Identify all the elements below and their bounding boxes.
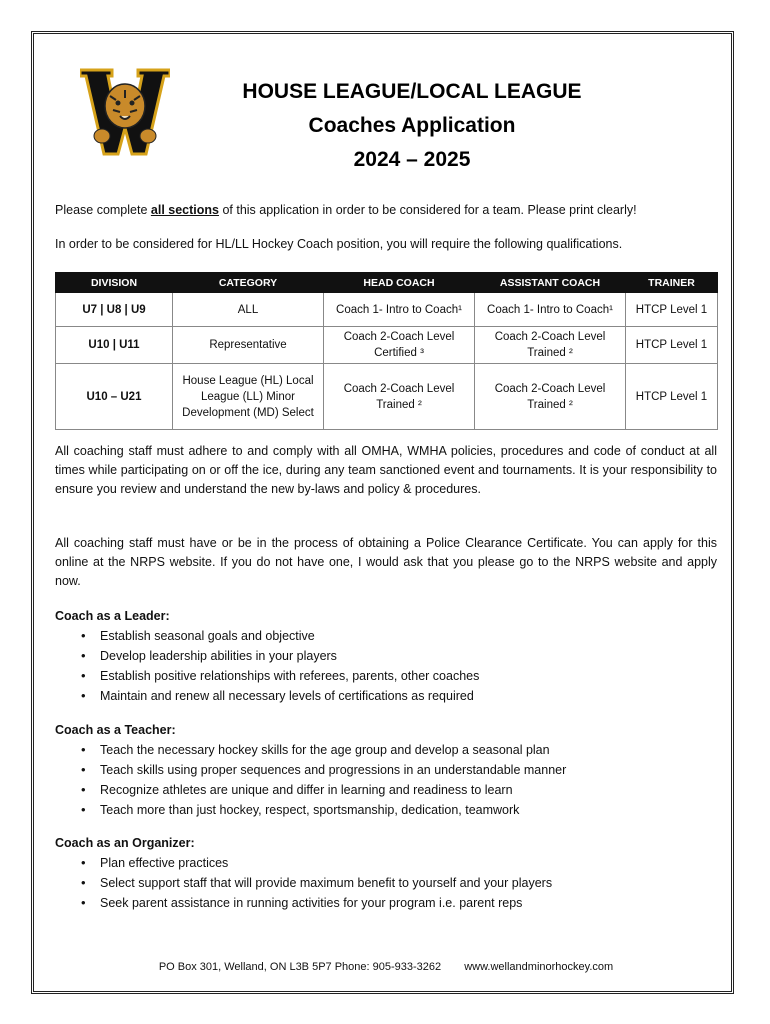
list-item: • Recognize athletes are unique and differ in learning and readiness to learn [100,780,717,800]
list-item: • Select support staff that will provide maximum benefit to yourself and your players [100,873,717,893]
column-header-division: DIVISION [56,273,173,293]
column-header-trainer: TRAINER [626,273,718,293]
leader-section [55,607,717,706]
bullet-list [55,626,717,706]
table-row [56,364,718,430]
assistant-coach-cell: Coach 2-Coach Level Trained ² [475,364,626,430]
list-item: • Seek parent assistance in running activities for your program i.e. parent reps [100,893,717,913]
footer-address: PO Box 301, Welland, ON L3B 5P7 Phone: 905-933-3262 [158,961,442,973]
conduct-paragraph: All coaching staff must adhere to and comply with all OMHA, WMHA policies, procedures and code of conduct at all times while participating on or off the ice, during any team sanctioned event and tournaments. It is your responsibility to ensure you review and understand the new by-laws and policy & procedures. [55,444,717,496]
bullet-list [55,740,717,820]
intro-text-end: of this application in order to be considered for a team. Please print clearly! [218,203,637,217]
all-sections-emphasis: all sections [150,203,219,217]
trainer-cell: HTCP Level 1 [626,293,718,327]
trainer-cell: HTCP Level 1 [626,364,718,430]
intro-paragraph-2: In order to be considered for HL/LL Hockey Coach position, you will require the following qualifications. [55,237,623,251]
teacher-section [55,721,717,820]
title-block [170,75,654,177]
category-cell: Representative [173,327,324,364]
category-cell: ALL [173,293,324,327]
footer-website-link[interactable]: www.wellandminorhockey.com [464,961,614,973]
column-header-assistant-coach: ASSISTANT COACH [475,273,626,293]
list-item: • Establish positive relationships with referees, parents, other coaches [100,666,717,686]
list-item: • Teach more than just hockey, respect, sportsmanship, dedication, teamwork [100,800,717,820]
section-heading: Coach as a Teacher: [55,723,176,737]
column-header-head-coach: HEAD COACH [324,273,475,293]
trainer-cell: HTCP Level 1 [626,327,718,364]
division-cell: U7 | U8 | U9 [56,293,173,327]
table-header-row [56,273,718,293]
bullet-list [55,853,717,913]
head-coach-cell: Coach 2-Coach Level Certified ³ [324,327,475,364]
head-coach-cell: Coach 2-Coach Level Trained ² [324,364,475,430]
section-heading: Coach as an Organizer: [55,836,195,850]
footer [55,961,717,973]
table-row [56,293,718,327]
division-cell: U10 | U11 [56,327,173,364]
list-item: • Develop leadership abilities in your players [100,646,717,666]
organizer-section [55,834,717,913]
title-league: HOUSE LEAGUE/LOCAL LEAGUE [242,80,582,103]
list-item: • Plan effective practices [100,853,717,873]
title-season: 2024 – 2025 [353,148,471,171]
division-cell: U10 – U21 [56,364,173,430]
title-application: Coaches Application [308,114,516,137]
column-header-category: CATEGORY [173,273,324,293]
intro-text-start: Please complete [55,203,151,217]
qualifications-table [55,272,718,430]
category-cell: House League (HL) Local League (LL) Minor Development (MD) Select [173,364,324,430]
list-item: • Establish seasonal goals and objective [100,626,717,646]
police-clearance-paragraph: All coaching staff must have or be in the process of obtaining a Police Clearance Certificate. You can apply for this online at the NRPS website. If you do not have one, I would ask that you please go to the NRPS website and apply now. [55,536,717,588]
assistant-coach-cell: Coach 2-Coach Level Trained ² [475,327,626,364]
section-heading: Coach as a Leader: [55,609,170,623]
list-item: • Teach the necessary hockey skills for the age group and develop a seasonal plan [100,740,717,760]
list-item: • Maintain and renew all necessary levels of certifications as required [100,686,717,706]
list-item: • Teach skills using proper sequences and progressions in an understandable manner [100,760,717,780]
tiger-w-logo-icon [80,66,170,158]
head-coach-cell: Coach 1- Intro to Coach¹ [324,293,475,327]
assistant-coach-cell: Coach 1- Intro to Coach¹ [475,293,626,327]
table-row [56,327,718,364]
intro-paragraph-1 [55,201,717,220]
